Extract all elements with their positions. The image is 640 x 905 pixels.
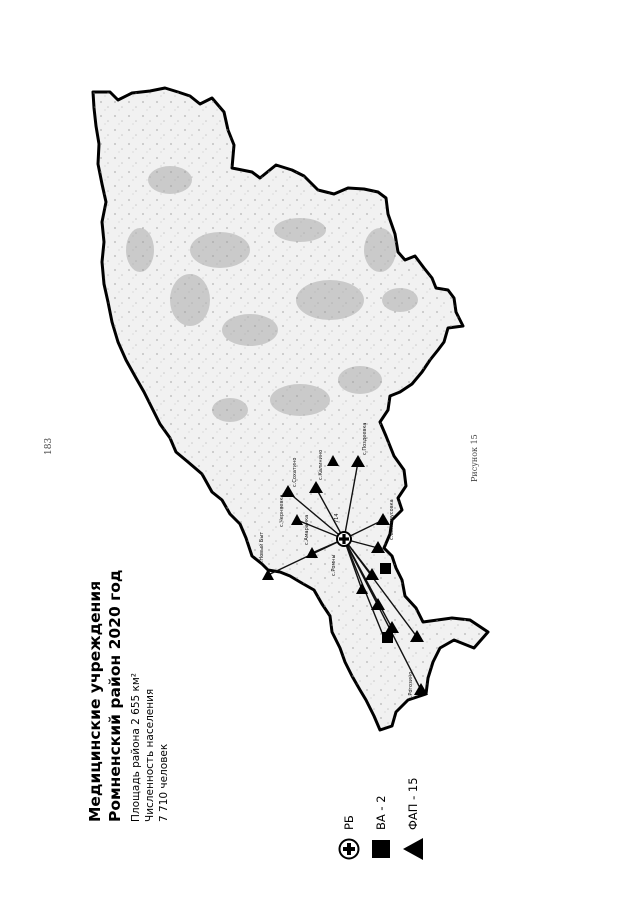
legend-label-fap: ФАП - 15 [406,777,420,830]
page-number: 183 [44,437,54,455]
hospital-marker [337,532,351,546]
map-title-line-1: Медицинские учреждения [86,580,104,822]
ambulatory-marker [380,563,391,574]
place-label-9: с.Рогозино [408,671,414,700]
legend-label-ambulatory: ВА - 2 [374,795,388,830]
place-label-2: с.Ромны [331,554,337,576]
place-label-7: с.Поздеевка [362,422,368,455]
ambulatory-marker [382,632,393,643]
place-label-3: с.Черняевка [279,494,285,527]
figure-caption: Рисунок 15 [470,434,479,482]
place-label-5: с.Амаранка [304,514,310,545]
map-title-line-2: Ромненский район 2020 год [106,569,124,822]
place-label-6: с.Калинино [318,449,324,480]
place-label-1: с.Новый Быт [259,531,265,565]
district-area: Площадь района 2 655 км² [130,673,142,822]
place-label-8: с.Святорусовка [389,499,395,540]
population-value: 7 710 человек [158,743,170,822]
place-label-4: с.Сохатино [292,457,298,487]
legend-label-hospital: РБ [342,815,356,830]
hospital-id-label: 714 [334,513,340,523]
population-label: Численность населения [144,688,156,822]
